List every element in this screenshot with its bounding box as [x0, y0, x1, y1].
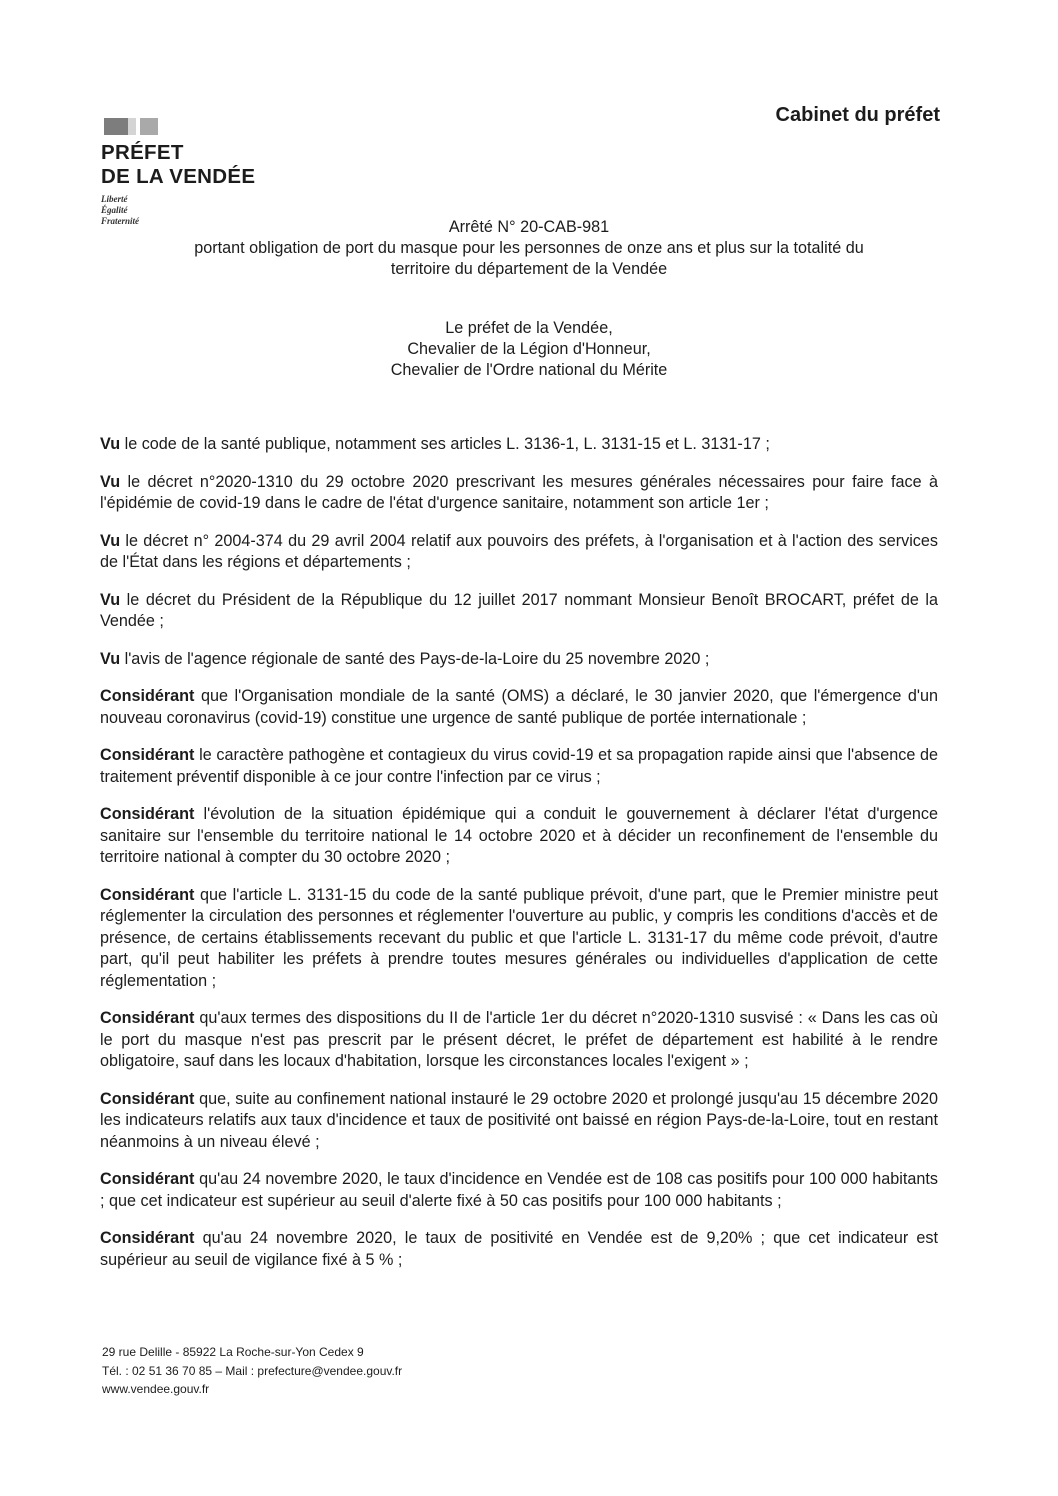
paragraph-considerant — [100, 1089, 938, 1154]
paragraph-lead: Vu — [100, 649, 121, 668]
paragraph-text: l'évolution de la situation épidémique qui a conduit le gouvernement à déclarer l'état d'urgence sanitaire sur l'ensemble du territoire national le 14 octobre 2020 et à décider un reconfinement de l'ensemble du territoire national à compter du 30 octobre 2020 ; — [100, 805, 938, 866]
paragraph-lead: Considérant — [100, 1009, 195, 1027]
paragraph-lead: Considérant — [100, 746, 195, 764]
paragraph-vu — [100, 649, 938, 671]
marianne-logo-icon — [104, 116, 160, 136]
paragraph-lead: Vu — [100, 472, 121, 491]
paragraph-lead: Considérant — [100, 805, 195, 823]
logo-line-prefet: PRÉFET — [101, 141, 184, 164]
prefet-line-3: Chevalier de l'Ordre national du Mérite — [390, 361, 668, 379]
paragraph-lead: Vu — [100, 531, 121, 550]
paragraph-considerant — [100, 804, 938, 869]
prefecture-logo-title — [101, 141, 255, 189]
paragraph-lead: Considérant — [100, 1229, 195, 1247]
paragraph-vu — [100, 531, 938, 574]
objet-line-1: portant obligation de port du masque pour les personnes de onze ans et plus sur la totalité du — [194, 239, 864, 257]
paragraph-text: que l'Organisation mondiale de la santé (OMS) a déclaré, le 30 janvier 2020, que l'émergence d'un nouveau coronavirus (covid-19) constitue une urgence de santé publique de portée internationale ; — [100, 687, 938, 727]
paragraph-lead: Vu — [100, 590, 121, 609]
objet-line-2: territoire du département de la Vendée — [390, 260, 668, 278]
paragraph-vu — [100, 434, 938, 456]
footer-address: 29 rue Delille - 85922 La Roche-sur-Yon Cedex 9 — [102, 1345, 364, 1359]
paragraph-lead: Considérant — [100, 687, 195, 705]
page-footer — [102, 1343, 402, 1399]
visas-and-considerants — [100, 434, 938, 1287]
paragraph-considerant — [100, 1169, 938, 1212]
paragraph-text: qu'au 24 novembre 2020, le taux d'incidence en Vendée est de 108 cas positifs pour 100 000 habitants ; que cet indicateur est supérieur au seuil d'alerte fixé à 50 cas positifs pour 100 000 habitants ; — [100, 1170, 938, 1210]
paragraph-vu — [100, 472, 938, 515]
paragraph-text: que, suite au confinement national instauré le 29 octobre 2020 et prolongé jusqu'au 15 décembre 2020 les indicateurs relatifs aux taux d'incidence et taux de positivité ont baissé en région Pays-de-la-Loire, tout en restant néanmoins à un niveau élevé ; — [100, 1089, 938, 1151]
paragraph-considerant — [100, 745, 938, 788]
paragraph-considerant — [100, 1228, 938, 1271]
motto-fraternite: Fraternité — [101, 216, 140, 226]
paragraph-lead: Vu — [100, 435, 121, 453]
paragraph-lead: Considérant — [100, 1089, 195, 1108]
paragraph-text: le caractère pathogène et contagieux du virus covid-19 et sa propagation rapide ainsi que l'absence de traitement préventif disponible à ce jour contre l'infection par ce virus ; — [100, 746, 938, 786]
paragraph-text: le décret n° 2004-374 du 29 avril 2004 relatif aux pouvoirs des préfets, à l'organisation et à l'action des services de l'État dans les régions et départements ; — [100, 531, 938, 571]
paragraph-lead: Considérant — [100, 885, 195, 904]
footer-website: www.vendee.gouv.fr — [102, 1382, 210, 1396]
prefet-line-1: Le préfet de la Vendée, — [445, 319, 613, 337]
arrete-number: Arrêté N° 20-CAB-981 — [448, 218, 610, 236]
paragraph-text: le décret du Président de la République du 12 juillet 2017 nommant Monsieur Benoît BROCART, préfet de la Vendée ; — [100, 590, 938, 630]
paragraph-text: l'avis de l'agence régionale de santé des Pays-de-la-Loire du 25 novembre 2020 ; — [120, 649, 710, 668]
paragraph-text: le décret n°2020-1310 du 29 octobre 2020 prescrivant les mesures générales nécessaires pour faire face à l'épidémie de covid-19 dans le cadre de l'état d'urgence sanitaire, notamment son article 1er ; — [100, 472, 938, 512]
motto-liberte: Liberté — [101, 194, 128, 204]
arrete-objet — [0, 238, 1058, 280]
paragraph-text: qu'au 24 novembre 2020, le taux de positivité en Vendée est de 9,20% ; que cet indicateur est supérieur au seuil de vigilance fixé à 5 % ; — [100, 1229, 938, 1269]
prefet-block — [0, 318, 1058, 381]
motto-egalite: Égalité — [101, 205, 128, 215]
paragraph-lead: Considérant — [100, 1170, 195, 1188]
paragraph-considerant — [100, 686, 938, 729]
paragraph-vu — [100, 590, 938, 633]
prefet-line-2: Chevalier de la Légion d'Honneur, — [407, 340, 651, 358]
paragraph-considerant — [100, 1008, 938, 1073]
paragraph-considerant — [100, 885, 938, 993]
logo-line-vendee: DE LA VENDÉE — [101, 165, 256, 188]
paragraph-text: le code de la santé publique, notamment ses articles L. 3136-1, L. 3131-15 et L. 3131-17 ; — [120, 435, 770, 453]
paragraph-text: que l'article L. 3131-15 du code de la santé publique prévoit, d'une part, que le Premier ministre peut réglementer la circulation des personnes et réglementer l'ouverture au public, y compris les conditions d'accès et de présence, de certains établissements recevant du public et que l'article L. 3131-17 du même code prévoit, d'autre part, qu'il peut habiliter les préfets à prendre toutes mesures générales ou individuelles d'application de cette réglementation ; — [100, 885, 938, 990]
cabinet-heading: Cabinet du préfet — [775, 104, 940, 126]
footer-contact: Tél. : 02 51 36 70 85 – Mail : prefecture@vendee.gouv.fr — [102, 1363, 403, 1378]
paragraph-text: qu'aux termes des dispositions du II de l'article 1er du décret n°2020-1310 susvisé : « Dans les cas où le port du masque n'est pas prescrit par le présent décret, le préfet de département est habilité à le rendre obligatoire, sauf dans les locaux d'habitation, lorsque les circonstances locales l'exigent » ; — [100, 1009, 938, 1070]
